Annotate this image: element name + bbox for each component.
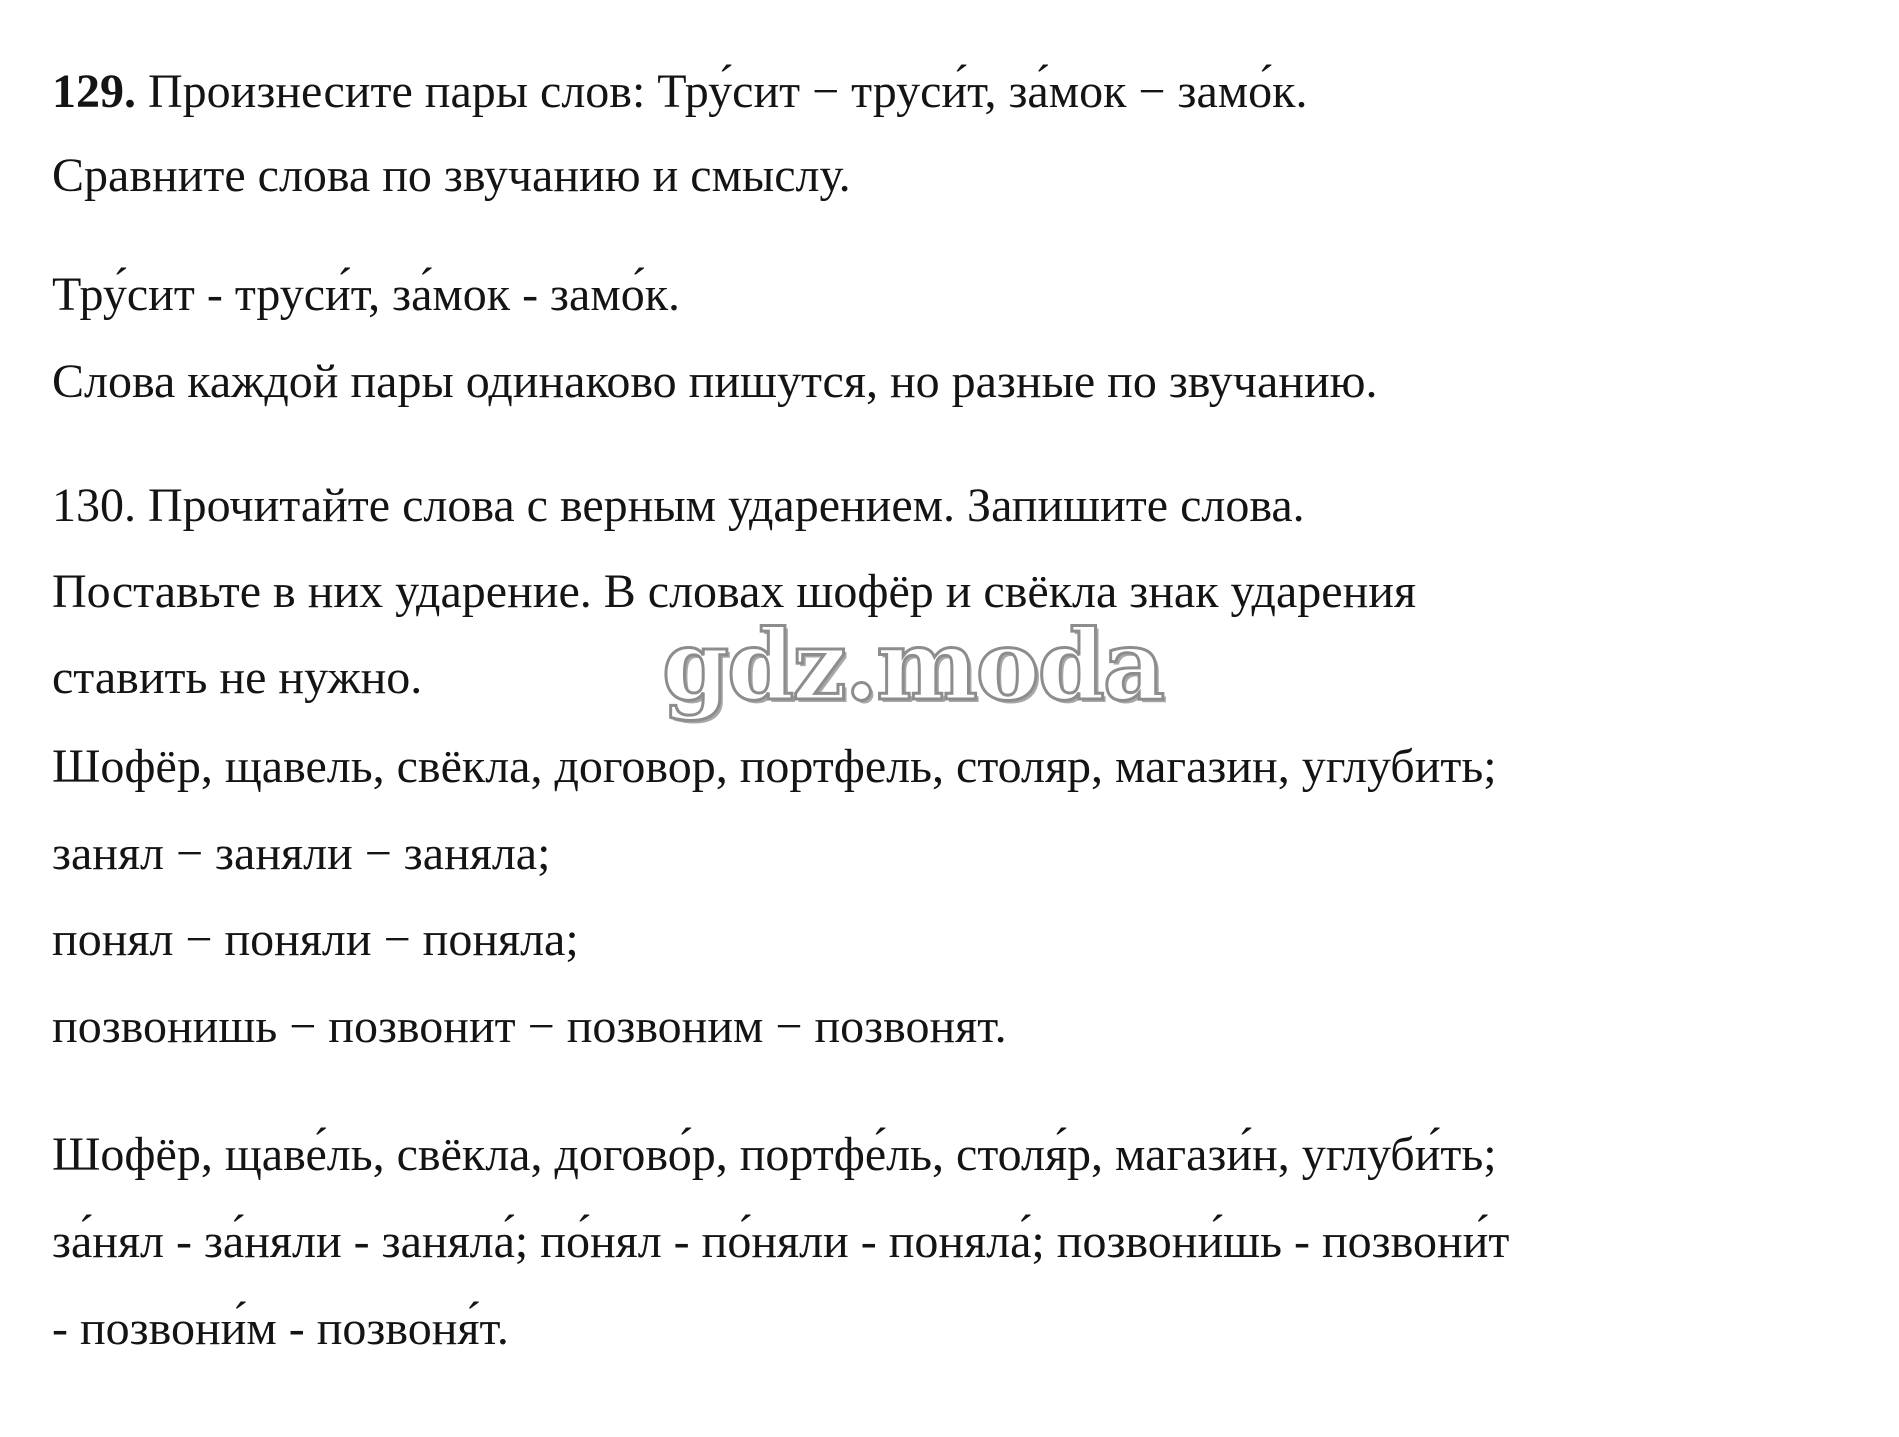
- task-129-prompt-line-1: [52, 62, 1307, 122]
- task-130-prompt-line-1: 130. Прочитайте слова с верным ударением. Запишите слова.: [52, 479, 1305, 532]
- task-130-word-list-line-2: занял − заняли − заняла;: [52, 827, 551, 880]
- task-129-prompt-text: Произнесите пары слов: Тру́сит − труси́т, за́мок − замо́к.: [136, 65, 1308, 118]
- task-130-prompt-line-3: ставить не нужно.: [52, 651, 423, 704]
- task-130-word-list-line-3: понял − поняли − поняла;: [52, 913, 579, 966]
- task-129-answer-line-1: Тру́сит - труси́т, за́мок - замо́к.: [52, 268, 681, 321]
- watermark-logo: gdz.moda: [662, 609, 1164, 722]
- task-129-answer-line-2: Слова каждой пары одинаково пишутся, но разные по звучанию.: [52, 355, 1378, 408]
- task-130-answer-line-1: Шофёр, щаве́ль, свёкла, догово́р, портфе́ль, столя́р, магази́н, углуби́ть;: [52, 1128, 1497, 1181]
- task-130-answer-line-2: за́нял - за́няли - заняла́; по́нял - по́няли - поняла́; позвони́шь - позвони́т: [52, 1215, 1510, 1268]
- task-130-word-list-line-4: позвонишь − позвонит − позвоним − позвонят.: [52, 1000, 1007, 1053]
- task-129-number: 129.: [52, 65, 136, 118]
- task-130-word-list-line-1: Шофёр, щавель, свёкла, договор, портфель, столяр, магазин, углубить;: [52, 740, 1497, 793]
- task-130-prompt-line-2: Поставьте в них ударение. В словах шофёр и свёкла знак ударения: [52, 565, 1417, 618]
- task-130-answer-line-3: - позвони́м - позвоня́т.: [52, 1302, 509, 1355]
- task-129-prompt-line-2: Сравните слова по звучанию и смыслу.: [52, 149, 851, 202]
